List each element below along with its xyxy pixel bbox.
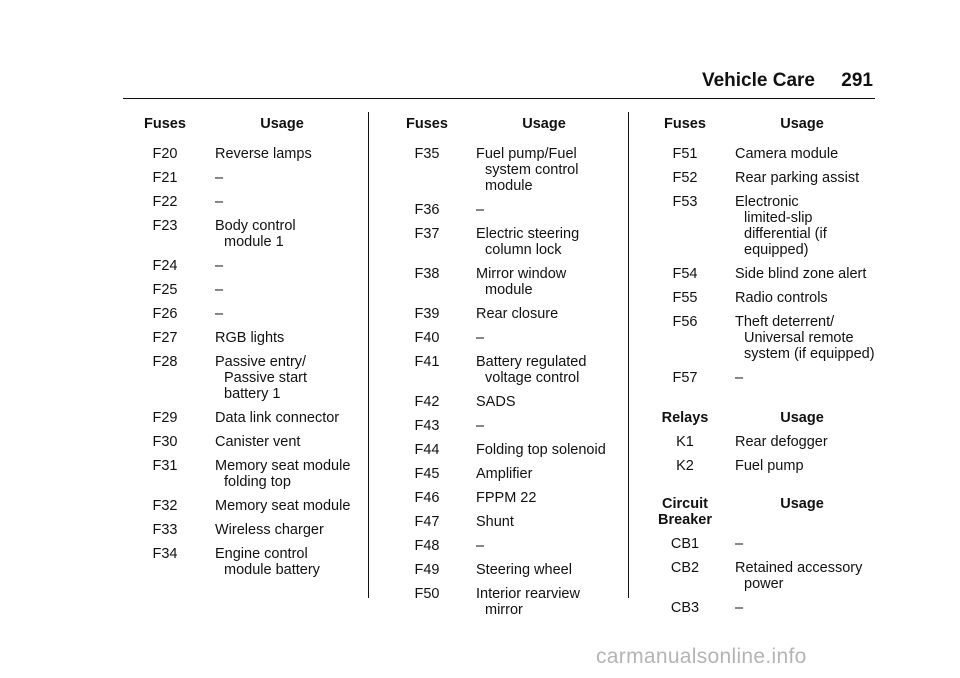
fuse-usage: Fuel pump/Fuel system control module (476, 146, 579, 194)
usage-header: Usage (260, 116, 304, 132)
fuse-code: F33 (152, 522, 178, 538)
fuse-usage: Passive entry/ Passive start battery 1 (215, 354, 307, 402)
fuse-code: F50 (414, 586, 440, 602)
table-row (392, 226, 620, 258)
table-row (652, 600, 882, 616)
table-row (652, 434, 882, 450)
usage-header: Usage (780, 496, 824, 512)
fuse-code: F24 (152, 258, 178, 274)
fuse-code: F52 (672, 170, 698, 186)
table-row (392, 330, 620, 346)
circuit-breaker-label: Circuit Breaker (657, 496, 712, 528)
table-row (130, 522, 358, 538)
table-row (392, 354, 620, 386)
fuse-usage: Body control module 1 (215, 218, 296, 250)
fuse-code: F38 (414, 266, 440, 282)
fuse-code: F31 (152, 458, 178, 474)
table-row (130, 218, 358, 250)
fuse-code: F20 (152, 146, 178, 162)
fuse-usage: Electronic limited-slip differential (if equipped) (735, 194, 827, 258)
fuse-usage: Interior rearview mirror (476, 586, 580, 618)
table-header (130, 116, 358, 138)
page-number: 291 (841, 70, 873, 91)
fuse-code: F22 (152, 194, 178, 210)
table-row (130, 146, 358, 162)
column-divider (628, 112, 629, 598)
fuse-code: K1 (676, 434, 694, 450)
fuse-table-column-2 (392, 116, 620, 618)
fuse-usage: – (476, 202, 485, 218)
table-row (652, 314, 882, 362)
table-row (392, 418, 620, 434)
usage-header: Usage (522, 116, 566, 132)
fuse-code: F40 (414, 330, 440, 346)
header-divider (123, 98, 875, 99)
fuse-code: F47 (414, 514, 440, 530)
fuse-usage: – (476, 330, 485, 346)
fuse-usage: Fuel pump (735, 458, 804, 474)
fuse-code: F53 (672, 194, 698, 210)
fuse-usage: Data link connector (215, 410, 340, 426)
fuse-usage: Radio controls (735, 290, 828, 306)
fuse-usage: – (476, 538, 485, 554)
table-row (652, 536, 882, 552)
watermark: carmanualsonline.info (596, 645, 807, 668)
fuse-usage: Steering wheel (476, 562, 572, 578)
fuse-usage: Wireless charger (215, 522, 324, 538)
fuse-usage: Rear parking assist (735, 170, 860, 186)
table-row (130, 258, 358, 274)
fuses-header: Fuses (144, 116, 186, 132)
fuse-usage: Electric steering column lock (476, 226, 580, 258)
fuse-code: F32 (152, 498, 178, 514)
table-row (130, 282, 358, 298)
table-row (130, 194, 358, 210)
fuse-usage: – (476, 418, 485, 434)
table-row (130, 434, 358, 450)
fuse-usage: Retained accessory power (735, 560, 863, 592)
table-row (652, 290, 882, 306)
fuse-usage: – (215, 194, 224, 210)
fuses-header: Fuses (406, 116, 448, 132)
fuse-usage: SADS (476, 394, 516, 410)
fuse-table-column-1 (130, 116, 358, 578)
fuse-table-column-3 (652, 116, 882, 616)
fuse-code: K2 (676, 458, 694, 474)
fuse-usage: Engine control module battery (215, 546, 320, 578)
fuse-usage: Mirror window module (476, 266, 567, 298)
fuses-header: Fuses (664, 116, 706, 132)
fuse-code: F37 (414, 226, 440, 242)
fuse-usage: Side blind zone alert (735, 266, 867, 282)
usage-header: Usage (780, 116, 824, 132)
fuse-code: F42 (414, 394, 440, 410)
table-row (392, 466, 620, 482)
fuse-usage: Memory seat module folding top (215, 458, 351, 490)
table-row (392, 202, 620, 218)
fuse-code: F54 (672, 266, 698, 282)
table-row (130, 330, 358, 346)
fuse-usage: FPPM 22 (476, 490, 537, 506)
table-row (392, 442, 620, 458)
relays-label: Relays (661, 410, 709, 426)
table-row (130, 458, 358, 490)
fuse-usage: – (735, 536, 744, 552)
fuse-usage: – (735, 370, 744, 386)
table-row (652, 560, 882, 592)
table-row (130, 498, 358, 514)
fuse-code: F29 (152, 410, 178, 426)
table-row (392, 586, 620, 618)
fuse-usage: Reverse lamps (215, 146, 312, 162)
fuse-usage: Memory seat module (215, 498, 351, 514)
table-row (392, 306, 620, 322)
fuse-usage: Amplifier (476, 466, 533, 482)
fuse-usage: – (215, 170, 224, 186)
fuse-code: F25 (152, 282, 178, 298)
table-row (392, 562, 620, 578)
fuse-usage: Folding top solenoid (476, 442, 606, 458)
circuit-breaker-header (652, 496, 882, 528)
fuse-usage: Theft deterrent/ Universal remote system (if equipped) (735, 314, 875, 362)
fuse-code: F43 (414, 418, 440, 434)
fuse-usage: Camera module (735, 146, 839, 162)
table-row (130, 546, 358, 578)
table-row (652, 266, 882, 282)
fuse-code: F45 (414, 466, 440, 482)
fuse-usage: Canister vent (215, 434, 301, 450)
table-row (652, 194, 882, 258)
fuse-code: F51 (672, 146, 698, 162)
fuse-code: F49 (414, 562, 440, 578)
table-row (392, 394, 620, 410)
table-row (392, 266, 620, 298)
table-row (392, 514, 620, 530)
fuse-code: F26 (152, 306, 178, 322)
fuse-code: F41 (414, 354, 440, 370)
fuse-code: F46 (414, 490, 440, 506)
fuse-code: CB1 (670, 536, 700, 552)
fuse-usage: Shunt (476, 514, 514, 530)
table-header (392, 116, 620, 138)
table-row (652, 146, 882, 162)
section-title: Vehicle Care (701, 70, 815, 91)
fuse-usage: – (735, 600, 744, 616)
fuse-code: F28 (152, 354, 178, 370)
table-row (392, 490, 620, 506)
fuse-code: F27 (152, 330, 178, 346)
fuse-code: F56 (672, 314, 698, 330)
fuse-code: F44 (414, 442, 440, 458)
fuse-code: CB3 (670, 600, 700, 616)
fuse-code: F48 (414, 538, 440, 554)
fuse-code: F30 (152, 434, 178, 450)
fuse-usage: Rear closure (476, 306, 559, 322)
fuse-usage: RGB lights (215, 330, 285, 346)
table-row (392, 146, 620, 194)
table-row (130, 354, 358, 402)
fuse-code: F35 (414, 146, 440, 162)
fuse-code: F55 (672, 290, 698, 306)
table-row (652, 170, 882, 186)
table-row (652, 370, 882, 386)
fuse-code: CB2 (670, 560, 700, 576)
fuse-usage: – (215, 306, 224, 322)
table-header (652, 116, 882, 138)
usage-header: Usage (780, 410, 824, 426)
fuse-code: F39 (414, 306, 440, 322)
fuse-code: F57 (672, 370, 698, 386)
table-row (130, 170, 358, 186)
fuse-code: F34 (152, 546, 178, 562)
fuse-usage: – (215, 282, 224, 298)
fuse-usage: – (215, 258, 224, 274)
fuse-code: F23 (152, 218, 178, 234)
column-divider (368, 112, 369, 598)
relays-header (652, 410, 882, 426)
fuse-code: F36 (414, 202, 440, 218)
fuse-usage: Rear defogger (735, 434, 828, 450)
fuse-code: F21 (152, 170, 178, 186)
table-row (130, 410, 358, 426)
table-row (392, 538, 620, 554)
table-row (652, 458, 882, 474)
fuse-usage: Battery regulated voltage control (476, 354, 587, 386)
table-row (130, 306, 358, 322)
